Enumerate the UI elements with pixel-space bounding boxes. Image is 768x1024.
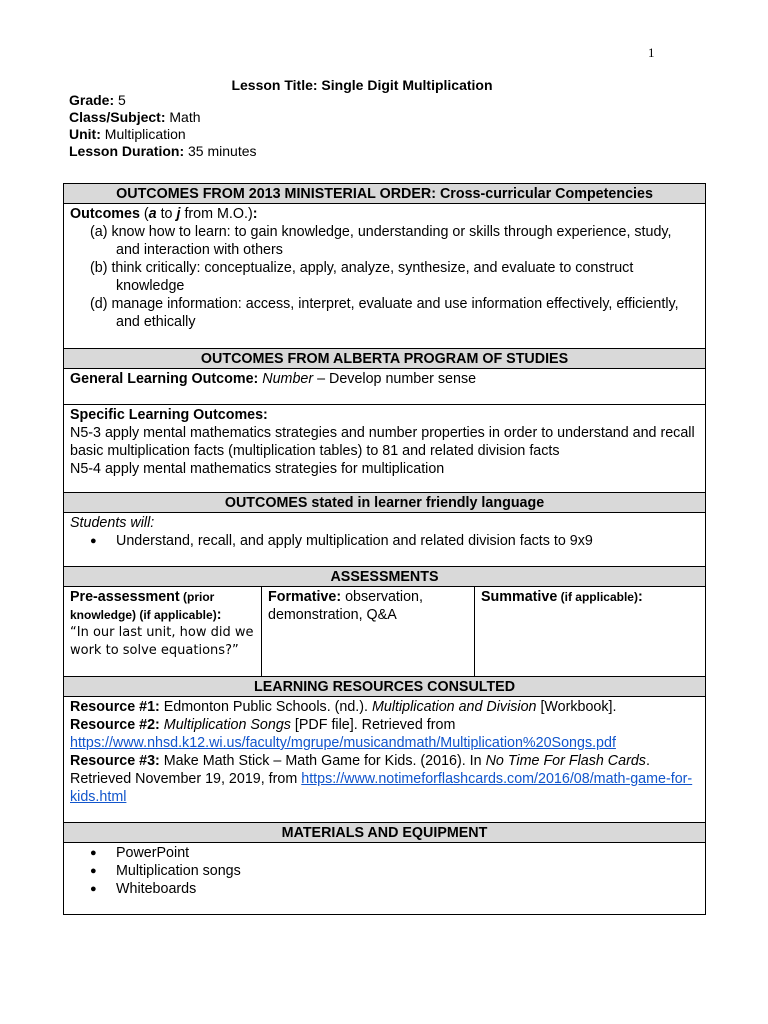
resource-1: Resource #1: Edmonton Public Schools. (nd.). Multiplication and Division [Workbook]. <box>70 699 617 715</box>
meta-value: 5 <box>118 92 126 108</box>
meta-duration <box>69 143 257 160</box>
resources-cell <box>64 697 706 823</box>
program-header: OUTCOMES FROM ALBERTA PROGRAM OF STUDIES <box>64 349 706 369</box>
friendly-header: OUTCOMES stated in learner friendly language <box>64 493 706 513</box>
list-item: ● Whiteboards <box>90 880 699 898</box>
summative-note: (if applicable) <box>557 590 638 604</box>
list-item: ● Multiplication songs <box>90 862 699 880</box>
materials-list <box>70 844 699 898</box>
meta-subject <box>69 109 201 126</box>
competencies-header: OUTCOMES FROM 2013 MINISTERIAL ORDER: Cross-curricular Competencies <box>64 184 706 204</box>
meta-grade <box>69 92 126 109</box>
list-item: ● PowerPoint <box>90 844 699 862</box>
list-item: ● Understand, recall, and apply multiplication and related division facts to 9x9 <box>90 532 699 550</box>
slo-label: Specific Learning Outcomes: <box>70 407 268 423</box>
pre-assessment-text: “In our last unit, how did we work to solve equations?” <box>70 625 254 658</box>
competencies-list <box>70 223 699 331</box>
list-item: (a) know how to learn: to gain knowledge, understanding or skills through experience, study, and interaction with others <box>90 224 672 258</box>
pre-assessment-cell: Pre-assessment (prior knowledge) (if applicable): “In our last unit, how did we work to solve equations?” <box>64 587 262 677</box>
friendly-cell <box>64 513 706 567</box>
meta-value: 35 minutes <box>188 143 257 159</box>
summative-label: Summative <box>481 589 558 605</box>
meta-label: Grade: <box>69 92 115 108</box>
meta-value: Multiplication <box>104 126 186 142</box>
friendly-list <box>70 532 699 550</box>
meta-label: Class/Subject: <box>69 109 166 125</box>
competencies-cell <box>64 204 706 349</box>
meta-unit <box>69 126 186 143</box>
pre-assessment-note: (prior knowledge) (if applicable) <box>70 590 217 622</box>
resource-3: Resource #3: Make Math Stick – Math Game for Kids. (2016). In No Time For Flash Cards. <box>70 753 650 769</box>
resource-3-link[interactable]: https://www.notimeforflashcards.com/2016/08/math-game-for-kids.html <box>70 771 693 805</box>
formative-cell <box>262 587 475 677</box>
formative-text: observation, demonstration, Q&A <box>268 589 423 623</box>
pre-assessment-label: Pre-assessment <box>70 589 180 605</box>
lesson-plan-table <box>63 183 706 915</box>
glo-cell <box>64 369 706 405</box>
list-item: (d) manage information: access, interpret, evaluate and use information effectively, efficiently, and ethically <box>90 296 679 330</box>
meta-label: Lesson Duration: <box>69 143 185 159</box>
formative-label: Formative: <box>268 589 342 605</box>
glo-value: Number <box>262 371 314 387</box>
glo-label: General Learning Outcome: <box>70 371 259 387</box>
resource-2-link[interactable]: https://www.nhsd.k12.wi.us/faculty/mgrupe/musicandmath/Multiplication%20Songs.pdf <box>70 735 616 751</box>
lesson-title: Lesson Title: Single Digit Multiplication <box>231 77 493 93</box>
slo-item: N5-3 apply mental mathematics strategies and number properties in order to understand and recall basic multiplication facts (multiplication tables) to 81 and related division facts <box>70 425 695 459</box>
slo-cell <box>64 405 706 493</box>
resources-header: LEARNING RESOURCES CONSULTED <box>64 677 706 697</box>
glo-rest: – Develop number sense <box>313 371 477 387</box>
slo-item: N5-4 apply mental mathematics strategies for multiplication <box>70 461 445 477</box>
resource-2: Resource #2: Multiplication Songs [PDF file]. Retrieved from <box>70 717 456 733</box>
assessments-header: ASSESSMENTS <box>64 567 706 587</box>
materials-cell <box>64 843 706 915</box>
materials-header: MATERIALS AND EQUIPMENT <box>64 823 706 843</box>
meta-value: Math <box>169 109 201 125</box>
summative-cell: Summative (if applicable): <box>475 587 706 677</box>
meta-label: Unit: <box>69 126 101 142</box>
competencies-label: Outcomes (a to j from M.O.): <box>70 206 258 222</box>
list-item: (b) think critically: conceptualize, apply, analyze, synthesize, and evaluate to construct knowledge <box>90 260 634 294</box>
friendly-intro: Students will: <box>70 515 155 531</box>
page-number: 1 <box>648 45 655 60</box>
resource-3-retrieved: Retrieved November 19, 2019, from <box>70 771 302 787</box>
